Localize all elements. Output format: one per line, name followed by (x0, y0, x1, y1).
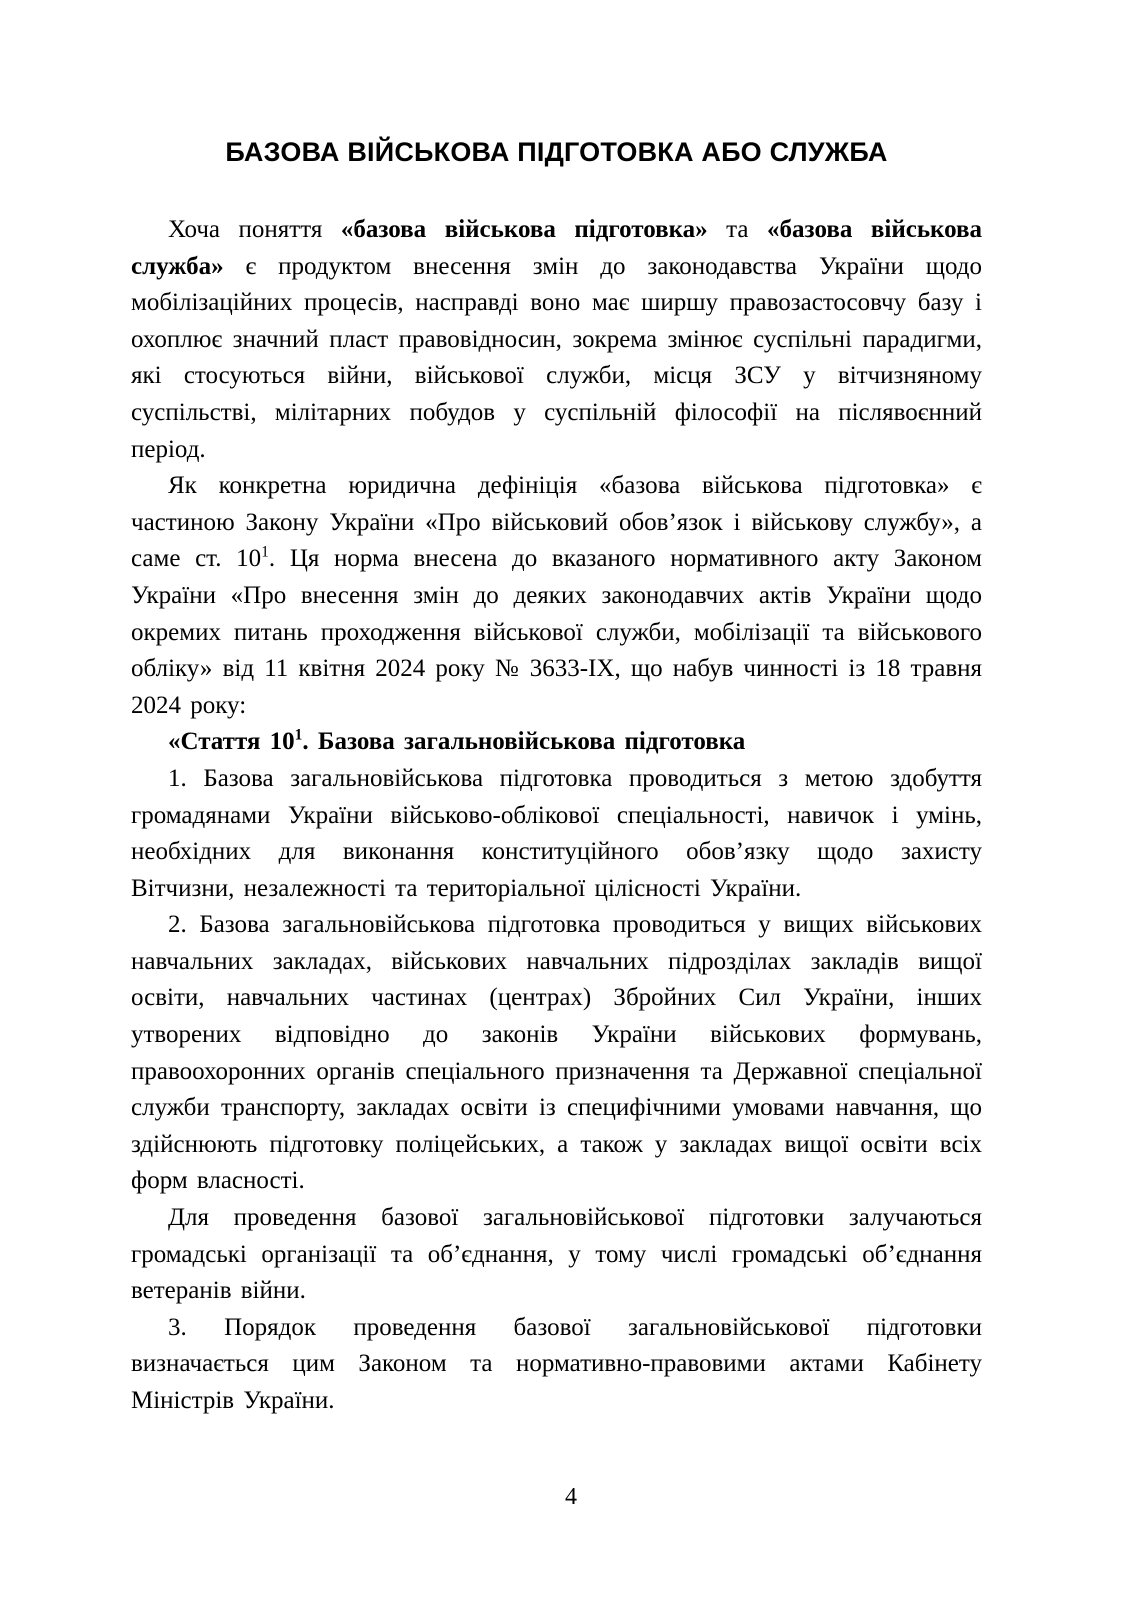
text-run: 2. Базова загальновійськова підготовка проводиться у вищих військових навчальних закладах, військових навчальних підрозділах закладів вищої освіти, навчальних частинах (центрах) Збройних Сил України, інших утворених відповідно до законів України військових формувань, правоохоронних органів спеціального призначення та Державної спеціальної служби транспорту, закладах освіти із специфічними умовами навчання, що здійснюють підготовку поліцейських, а також у закладах вищої освіти всіх форм власності. (131, 911, 982, 1195)
page-number: 4 (565, 1484, 577, 1510)
text-run: Як конкретна юридична дефініція «базова військова підготовка» є частиною Закону України «Про військовий обов’язок і військову службу», а саме ст. 10 (131, 472, 982, 573)
text-run: є продуктом внесення змін до законодавства України щодо мобілізаційних процесів, насправді воно має ширшу правозастосовчу базу і охоплює значний пласт правовідносин, зокрема змінює суспільні парадигми, які стосуються війни, військової служби, місця ЗСУ у вітчизняному суспільстві, мілітарних побудов у суспільній філософії на післявоєнний період. (131, 252, 982, 463)
text-run: 1 (294, 726, 303, 744)
paragraph-point-3 (131, 1310, 982, 1420)
paragraph-civil-organizations (131, 1200, 982, 1310)
text-run: Для проведення базової загальновійськової підготовки залучаються громадські організації та об’єднання, у тому числі громадські об’єднання ветеранів війни. (131, 1204, 982, 1305)
text-run: та (707, 216, 768, 243)
text-run: «базова військова служба» (131, 216, 982, 280)
paragraph-point-2 (131, 907, 982, 1200)
text-run: 1 (261, 544, 269, 562)
paragraph-point-1 (131, 761, 982, 907)
paragraph-intro (131, 212, 982, 468)
text-run: «базова військова підготовка» (340, 216, 708, 243)
text-run: Хоча поняття (168, 216, 341, 243)
page-content (131, 136, 982, 1420)
paragraph-article-heading (131, 724, 982, 761)
text-run: «Стаття 10 (168, 728, 295, 756)
page-title: БАЗОВА ВІЙСЬКОВА ПІДГОТОВКА АБО СЛУЖБА (225, 137, 888, 167)
text-run: 1. Базова загальновійськова підготовка проводиться з метою здобуття громадянами України військово-облікової спеціальності, навичок і умінь, необхідних для виконання конституційного обов’язку щодо захисту Вітчизни, незалежності та територіальної цілісності України. (131, 764, 982, 902)
text-run: . Ця норма внесена до вказаного нормативного акту Законом України «Про внесення змін до деяких законодавчих актів України щодо окремих питань проходження військової служби, мобілізації та військового обліку» від 11 квітня 2024 року № 3633-IX, що набув чинності із 18 травня 2024 року: (131, 545, 982, 719)
text-run: 3. Порядок проведення базової загальновійськової підготовки визначається цим Законом та нормативно-правовими актами Кабінету Міністрів України. (131, 1313, 982, 1414)
paragraph-legal-definition (131, 468, 982, 724)
text-run: . Базова загальновійськова підготовка (302, 728, 746, 756)
